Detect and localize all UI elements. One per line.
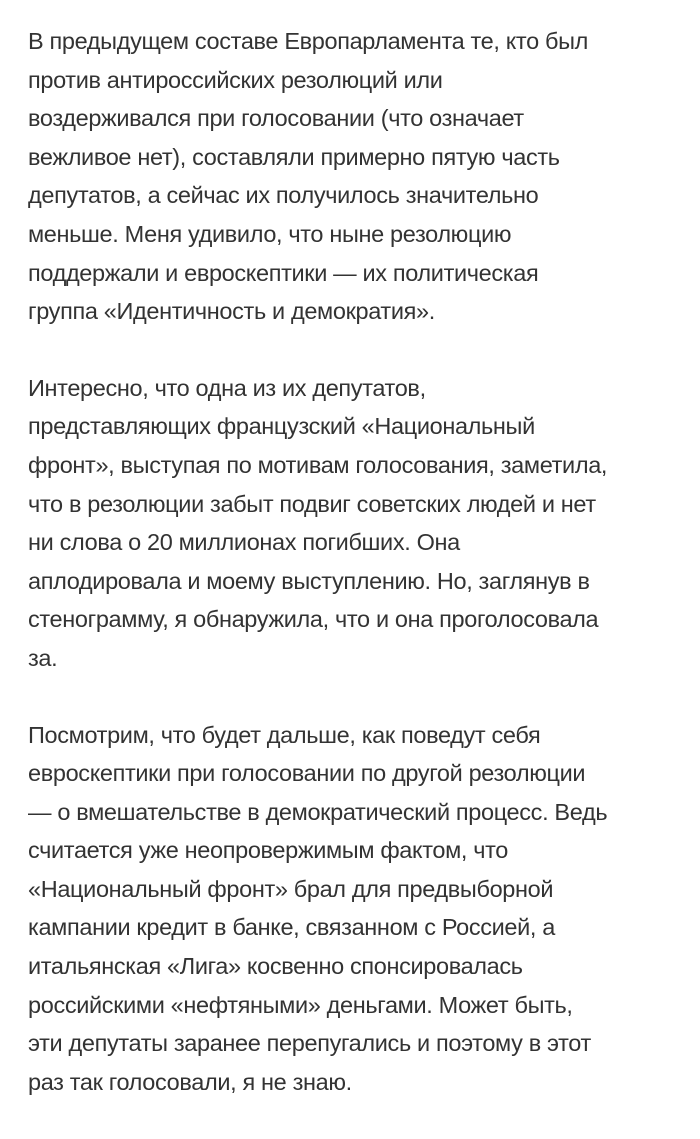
text-line: В предыдущем составе Европарламента те, кто был — [28, 28, 588, 54]
paragraph-3 — [28, 716, 698, 1102]
text-line: вежливое нет), составляли примерно пятую часть — [28, 143, 560, 170]
text-line: евроскептики при голосовании по другой резолюции — [28, 760, 586, 787]
text-line: группа «Идентичность и демократия». — [28, 298, 435, 325]
text-line: что в резолюции забыт подвиг советских людей и нет — [28, 490, 596, 517]
text-line: депутатов, а сейчас их получилось значительно — [28, 182, 539, 209]
text-line: против антироссийских резолюций или — [28, 66, 443, 93]
text-line: эти депутаты заранее перепугались и поэтому в этот — [28, 1030, 591, 1057]
text-line: поддержали и евроскептики — их политическая — [28, 259, 539, 286]
text-line: итальянская «Лига» косвенно спонсировалась — [28, 953, 523, 980]
text-line: раз так голосовали, я не знаю. — [28, 1068, 352, 1095]
text-line: Интересно, что одна из их депутатов, — [28, 374, 426, 401]
text-line: аплодировала и моему выступлению. Но, заглянув в — [28, 567, 590, 594]
text-line: фронт», выступая по мотивам голосования, заметила, — [28, 451, 608, 478]
text-line: «Национальный фронт» брал для предвыборной — [28, 875, 554, 902]
text-line: кампании кредит в банке, связанном с Россией, а — [28, 914, 556, 941]
text-line: считается уже неопровержимым фактом, что — [28, 837, 509, 864]
text-line: Посмотрим, что будет дальше, как поведут себя — [28, 721, 541, 748]
text-line: меньше. Меня удивило, что ныне резолюцию — [28, 220, 512, 247]
text-line: представляющих французский «Национальный — [28, 413, 535, 440]
paragraph-2 — [28, 369, 698, 678]
text-line: воздерживался при голосовании (что означает — [28, 105, 524, 132]
text-line: ни слова о 20 миллионах погибших. Она — [28, 529, 460, 556]
text-line: за. — [28, 644, 58, 671]
text-line: российскими «нефтяными» деньгами. Может быть, — [28, 991, 573, 1018]
paragraph-1 — [28, 22, 698, 331]
text-line: — о вмешательстве в демократический процесс. Ведь — [28, 798, 608, 825]
article-body — [28, 22, 698, 1139]
text-line: стенограмму, я обнаружила, что и она проголосовала — [28, 606, 599, 633]
